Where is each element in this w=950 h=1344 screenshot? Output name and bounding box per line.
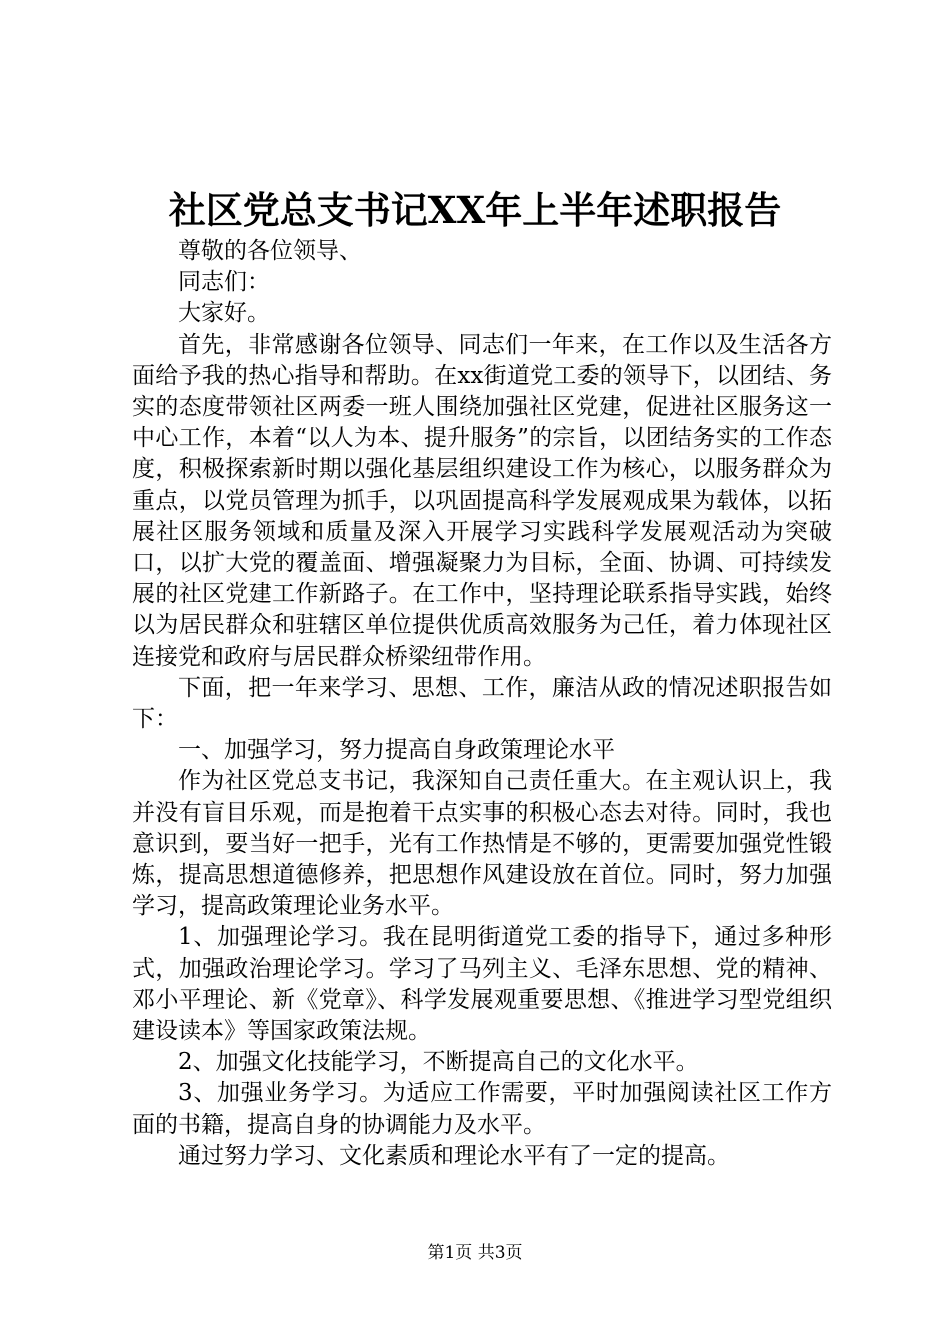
salutation-line-2: 同志们：	[178, 269, 270, 296]
report-lead-paragraph: 下面，把一年来学习、思想、工作，廉洁从政的情况述职报告如下：	[132, 674, 832, 733]
salutation-line-1: 尊敬的各位领导、	[178, 238, 362, 264]
item-1-paragraph: 1、加强理论学习。我在昆明街道党工委的指导下，通过多种形式，加强政治理论学习。学习了马列主义、毛泽东思想、党的精神、邓小平理论、新《党章》、科学发展观重要思想、《推进学习型党组织建设读本》等国家政策法规。	[132, 924, 832, 1045]
document-body	[132, 236, 832, 1172]
item-2-paragraph: 2、加强文化技能学习，不断提高自己的文化水平。	[178, 1049, 699, 1076]
section-heading-1: 一、加强学习，努力提高自身政策理论水平	[178, 737, 615, 764]
page-number-footer: 第1页 共3页	[427, 1243, 523, 1263]
document-title: 社区党总支书记XX年上半年述职报告	[168, 188, 782, 232]
greeting-line: 大家好。	[178, 300, 270, 327]
intro-paragraph: 首先，非常感谢各位领导、同志们一年来，在工作以及生活各方面给予我的热心指导和帮助。在xx街道党工委的领导下，以团结、务实的态度带领社区两委一班人围绕加强社区党建，促进社区服务这一中心工作，本着“以人为本、提升服务”的宗旨，以团结务实的工作态度，积极探索新时期以强化基层组织建设工作为核心，以服务群众为重点，以党员管理为抓手，以巩固提高科学发展观成果为载体，以拓展社区服务领域和质量及深入开展学习实践科学发展观活动为突破口，以扩大党的覆盖面、增强凝聚力为目标，全面、协调、可持续发展的社区党建工作新路子。在工作中，坚持理论联系指导实践，始终以为居民群众和驻辖区单位提供优质高效服务为己任，着力体现社区连接党和政府与居民群众桥梁纽带作用。	[132, 331, 832, 670]
section-1-paragraph: 作为社区党总支书记，我深知自己责任重大。在主观认识上，我并没有盲目乐观，而是抱着干点实事的积极心态去对待。同时，我也意识到，要当好一把手，光有工作热情是不够的，更需要加强党性锻炼，提高思想道德修养，把思想作风建设放在首位。同时，努力加强学习，提高政策理论业务水平。	[132, 768, 832, 920]
item-3-paragraph: 3、加强业务学习。为适应工作需要，平时加强阅读社区工作方面的书籍，提高自身的协调能力及水平。	[132, 1080, 832, 1138]
summary-paragraph: 通过努力学习、文化素质和理论水平有了一定的提高。	[178, 1142, 730, 1169]
